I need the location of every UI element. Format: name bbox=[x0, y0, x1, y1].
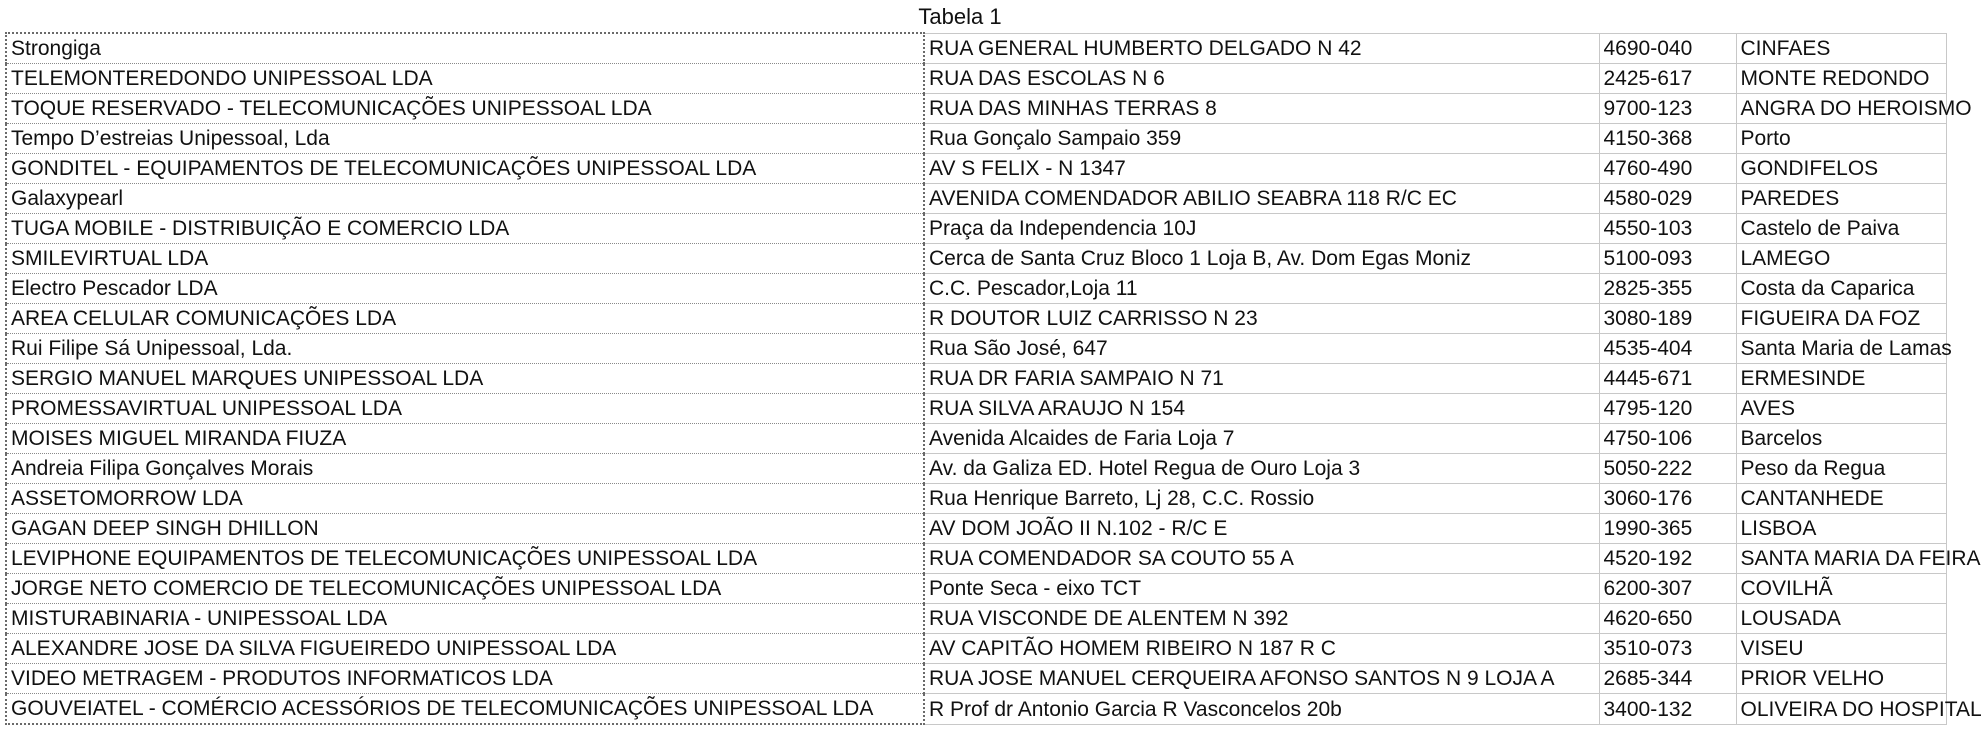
address-cell[interactable]: Rua São José, 647 bbox=[924, 334, 1599, 364]
table-row bbox=[6, 454, 1946, 484]
city-cell[interactable]: LISBOA bbox=[1736, 514, 1946, 544]
city-cell[interactable]: OLIVEIRA DO HOSPITAL bbox=[1736, 694, 1946, 725]
postal-code-cell[interactable]: 4520-192 bbox=[1599, 544, 1736, 574]
postal-code-cell[interactable]: 9700-123 bbox=[1599, 94, 1736, 124]
company-name-cell[interactable]: ASSETOMORROW LDA bbox=[6, 484, 924, 514]
city-cell[interactable]: Peso da Regua bbox=[1736, 454, 1946, 484]
company-name-cell[interactable]: Andreia Filipa Gonçalves Morais bbox=[6, 454, 924, 484]
table-row bbox=[6, 33, 1946, 64]
company-name-cell[interactable]: PROMESSAVIRTUAL UNIPESSOAL LDA bbox=[6, 394, 924, 424]
postal-code-cell[interactable]: 3400-132 bbox=[1599, 694, 1736, 725]
data-table bbox=[5, 32, 1982, 725]
postal-code-cell[interactable]: 2425-617 bbox=[1599, 64, 1736, 94]
postal-code-cell[interactable]: 4795-120 bbox=[1599, 394, 1736, 424]
address-cell[interactable]: RUA COMENDADOR SA COUTO 55 A bbox=[924, 544, 1599, 574]
table-row bbox=[6, 64, 1946, 94]
company-name-cell[interactable]: GOUVEIATEL - COMÉRCIO ACESSÓRIOS DE TELECOMUNICAÇÕES UNIPESSOAL LDA bbox=[6, 694, 924, 725]
city-cell[interactable]: VISEU bbox=[1736, 634, 1946, 664]
city-cell[interactable]: ANGRA DO HEROISMO bbox=[1736, 94, 1946, 124]
table-row bbox=[6, 214, 1946, 244]
address-cell[interactable]: AVENIDA COMENDADOR ABILIO SEABRA 118 R/C EC bbox=[924, 184, 1599, 214]
city-cell[interactable]: Castelo de Paiva bbox=[1736, 214, 1946, 244]
table-row bbox=[6, 274, 1946, 304]
address-cell[interactable]: RUA DAS MINHAS TERRAS 8 bbox=[924, 94, 1599, 124]
postal-code-cell[interactable]: 4150-368 bbox=[1599, 124, 1736, 154]
company-name-cell[interactable]: TOQUE RESERVADO - TELECOMUNICAÇÕES UNIPESSOAL LDA bbox=[6, 94, 924, 124]
table-row bbox=[6, 94, 1946, 124]
city-cell[interactable]: PAREDES bbox=[1736, 184, 1946, 214]
postal-code-cell[interactable]: 2685-344 bbox=[1599, 664, 1736, 694]
city-cell[interactable]: AVES bbox=[1736, 394, 1946, 424]
city-cell[interactable]: FIGUEIRA DA FOZ bbox=[1736, 304, 1946, 334]
city-cell[interactable]: PRIOR VELHO bbox=[1736, 664, 1946, 694]
company-name-cell[interactable]: Strongiga bbox=[6, 33, 924, 64]
address-cell[interactable]: R Prof dr Antonio Garcia R Vasconcelos 20b bbox=[924, 694, 1599, 725]
spreadsheet-grid bbox=[5, 32, 1982, 725]
postal-code-cell[interactable]: 3060-176 bbox=[1599, 484, 1736, 514]
city-cell[interactable]: Porto bbox=[1736, 124, 1946, 154]
address-cell[interactable]: Ponte Seca - eixo TCT bbox=[924, 574, 1599, 604]
address-cell[interactable]: Avenida Alcaides de Faria Loja 7 bbox=[924, 424, 1599, 454]
postal-code-cell[interactable]: 4750-106 bbox=[1599, 424, 1736, 454]
company-name-cell[interactable]: JORGE NETO COMERCIO DE TELECOMUNICAÇÕES UNIPESSOAL LDA bbox=[6, 574, 924, 604]
address-cell[interactable]: RUA JOSE MANUEL CERQUEIRA AFONSO SANTOS N 9 LOJA A bbox=[924, 664, 1599, 694]
table-row bbox=[6, 424, 1946, 454]
postal-code-cell[interactable]: 5100-093 bbox=[1599, 244, 1736, 274]
table-row bbox=[6, 484, 1946, 514]
table-row bbox=[6, 694, 1946, 725]
address-cell[interactable]: RUA DR FARIA SAMPAIO N 71 bbox=[924, 364, 1599, 394]
address-cell[interactable]: Cerca de Santa Cruz Bloco 1 Loja B, Av. Dom Egas Moniz bbox=[924, 244, 1599, 274]
table-row bbox=[6, 304, 1946, 334]
address-cell[interactable]: AV S FELIX - N 1347 bbox=[924, 154, 1599, 184]
postal-code-cell[interactable]: 6200-307 bbox=[1599, 574, 1736, 604]
company-name-cell[interactable]: MOISES MIGUEL MIRANDA FIUZA bbox=[6, 424, 924, 454]
company-name-cell[interactable]: Tempo D’estreias Unipessoal, Lda bbox=[6, 124, 924, 154]
company-name-cell[interactable]: Galaxypearl bbox=[6, 184, 924, 214]
table-row bbox=[6, 664, 1946, 694]
table-row bbox=[6, 154, 1946, 184]
city-cell[interactable]: Barcelos bbox=[1736, 424, 1946, 454]
table-row bbox=[6, 184, 1946, 214]
table-row bbox=[6, 364, 1946, 394]
address-cell[interactable]: RUA GENERAL HUMBERTO DELGADO N 42 bbox=[924, 33, 1599, 64]
company-name-cell[interactable]: LEVIPHONE EQUIPAMENTOS DE TELECOMUNICAÇÕES UNIPESSOAL LDA bbox=[6, 544, 924, 574]
city-cell[interactable]: SANTA MARIA DA FEIRA bbox=[1736, 544, 1946, 574]
address-cell[interactable]: Praça da Independencia 10J bbox=[924, 214, 1599, 244]
company-name-cell[interactable]: TUGA MOBILE - DISTRIBUIÇÃO E COMERCIO LDA bbox=[6, 214, 924, 244]
city-cell[interactable]: LOUSADA bbox=[1736, 604, 1946, 634]
company-name-cell[interactable]: ALEXANDRE JOSE DA SILVA FIGUEIREDO UNIPESSOAL LDA bbox=[6, 634, 924, 664]
address-cell[interactable]: RUA VISCONDE DE ALENTEM N 392 bbox=[924, 604, 1599, 634]
sheet-title: Tabela 1 bbox=[918, 4, 1002, 29]
table-row bbox=[6, 334, 1946, 364]
address-cell[interactable]: RUA DAS ESCOLAS N 6 bbox=[924, 64, 1599, 94]
address-cell[interactable]: Rua Gonçalo Sampaio 359 bbox=[924, 124, 1599, 154]
city-cell[interactable]: ERMESINDE bbox=[1736, 364, 1946, 394]
company-name-cell[interactable]: SERGIO MANUEL MARQUES UNIPESSOAL LDA bbox=[6, 364, 924, 394]
address-cell[interactable]: AV CAPITÃO HOMEM RIBEIRO N 187 R C bbox=[924, 634, 1599, 664]
postal-code-cell[interactable]: 4535-404 bbox=[1599, 334, 1736, 364]
postal-code-cell[interactable]: 4690-040 bbox=[1599, 33, 1736, 64]
table-body bbox=[6, 33, 1982, 724]
postal-code-cell[interactable]: 2825-355 bbox=[1599, 274, 1736, 304]
table-row bbox=[6, 244, 1946, 274]
address-cell[interactable]: Rua Henrique Barreto, Lj 28, C.C. Rossio bbox=[924, 484, 1599, 514]
company-name-cell[interactable]: SMILEVIRTUAL LDA bbox=[6, 244, 924, 274]
company-name-cell[interactable]: GAGAN DEEP SINGH DHILLON bbox=[6, 514, 924, 544]
table-row bbox=[6, 544, 1946, 574]
postal-code-cell[interactable]: 3080-189 bbox=[1599, 304, 1736, 334]
city-cell[interactable]: Santa Maria de Lamas bbox=[1736, 334, 1946, 364]
city-cell[interactable]: MONTE REDONDO bbox=[1736, 64, 1946, 94]
city-cell[interactable]: LAMEGO bbox=[1736, 244, 1946, 274]
address-cell[interactable]: AV DOM JOÃO II N.102 - R/C E bbox=[924, 514, 1599, 544]
table-row bbox=[6, 124, 1946, 154]
postal-code-cell[interactable]: 4760-490 bbox=[1599, 154, 1736, 184]
company-name-cell[interactable]: GONDITEL - EQUIPAMENTOS DE TELECOMUNICAÇÕES UNIPESSOAL LDA bbox=[6, 154, 924, 184]
city-cell[interactable]: Costa da Caparica bbox=[1736, 274, 1946, 304]
table-row bbox=[6, 514, 1946, 544]
address-cell[interactable]: RUA SILVA ARAUJO N 154 bbox=[924, 394, 1599, 424]
postal-code-cell[interactable]: 3510-073 bbox=[1599, 634, 1736, 664]
city-cell[interactable]: GONDIFELOS bbox=[1736, 154, 1946, 184]
postal-code-cell[interactable]: 4620-650 bbox=[1599, 604, 1736, 634]
postal-code-cell[interactable]: 4445-671 bbox=[1599, 364, 1736, 394]
postal-code-cell[interactable]: 4580-029 bbox=[1599, 184, 1736, 214]
postal-code-cell[interactable]: 4550-103 bbox=[1599, 214, 1736, 244]
company-name-cell[interactable]: AREA CELULAR COMUNICAÇÕES LDA bbox=[6, 304, 924, 334]
address-cell[interactable]: R DOUTOR LUIZ CARRISSO N 23 bbox=[924, 304, 1599, 334]
address-cell[interactable]: Av. da Galiza ED. Hotel Regua de Ouro Loja 3 bbox=[924, 454, 1599, 484]
city-cell[interactable]: CINFAES bbox=[1736, 33, 1946, 64]
city-cell[interactable]: CANTANHEDE bbox=[1736, 484, 1946, 514]
postal-code-cell[interactable]: 1990-365 bbox=[1599, 514, 1736, 544]
table-row bbox=[6, 604, 1946, 634]
table-row bbox=[6, 394, 1946, 424]
company-name-cell[interactable]: VIDEO METRAGEM - PRODUTOS INFORMATICOS LDA bbox=[6, 664, 924, 694]
company-name-cell[interactable]: Electro Pescador LDA bbox=[6, 274, 924, 304]
table-row bbox=[6, 634, 1946, 664]
postal-code-cell[interactable]: 5050-222 bbox=[1599, 454, 1736, 484]
company-name-cell[interactable]: MISTURABINARIA - UNIPESSOAL LDA bbox=[6, 604, 924, 634]
table-row bbox=[6, 574, 1946, 604]
company-name-cell[interactable]: TELEMONTEREDONDO UNIPESSOAL LDA bbox=[6, 64, 924, 94]
city-cell[interactable]: COVILHÃ bbox=[1736, 574, 1946, 604]
address-cell[interactable]: C.C. Pescador,Loja 11 bbox=[924, 274, 1599, 304]
company-name-cell[interactable]: Rui Filipe Sá Unipessoal, Lda. bbox=[6, 334, 924, 364]
